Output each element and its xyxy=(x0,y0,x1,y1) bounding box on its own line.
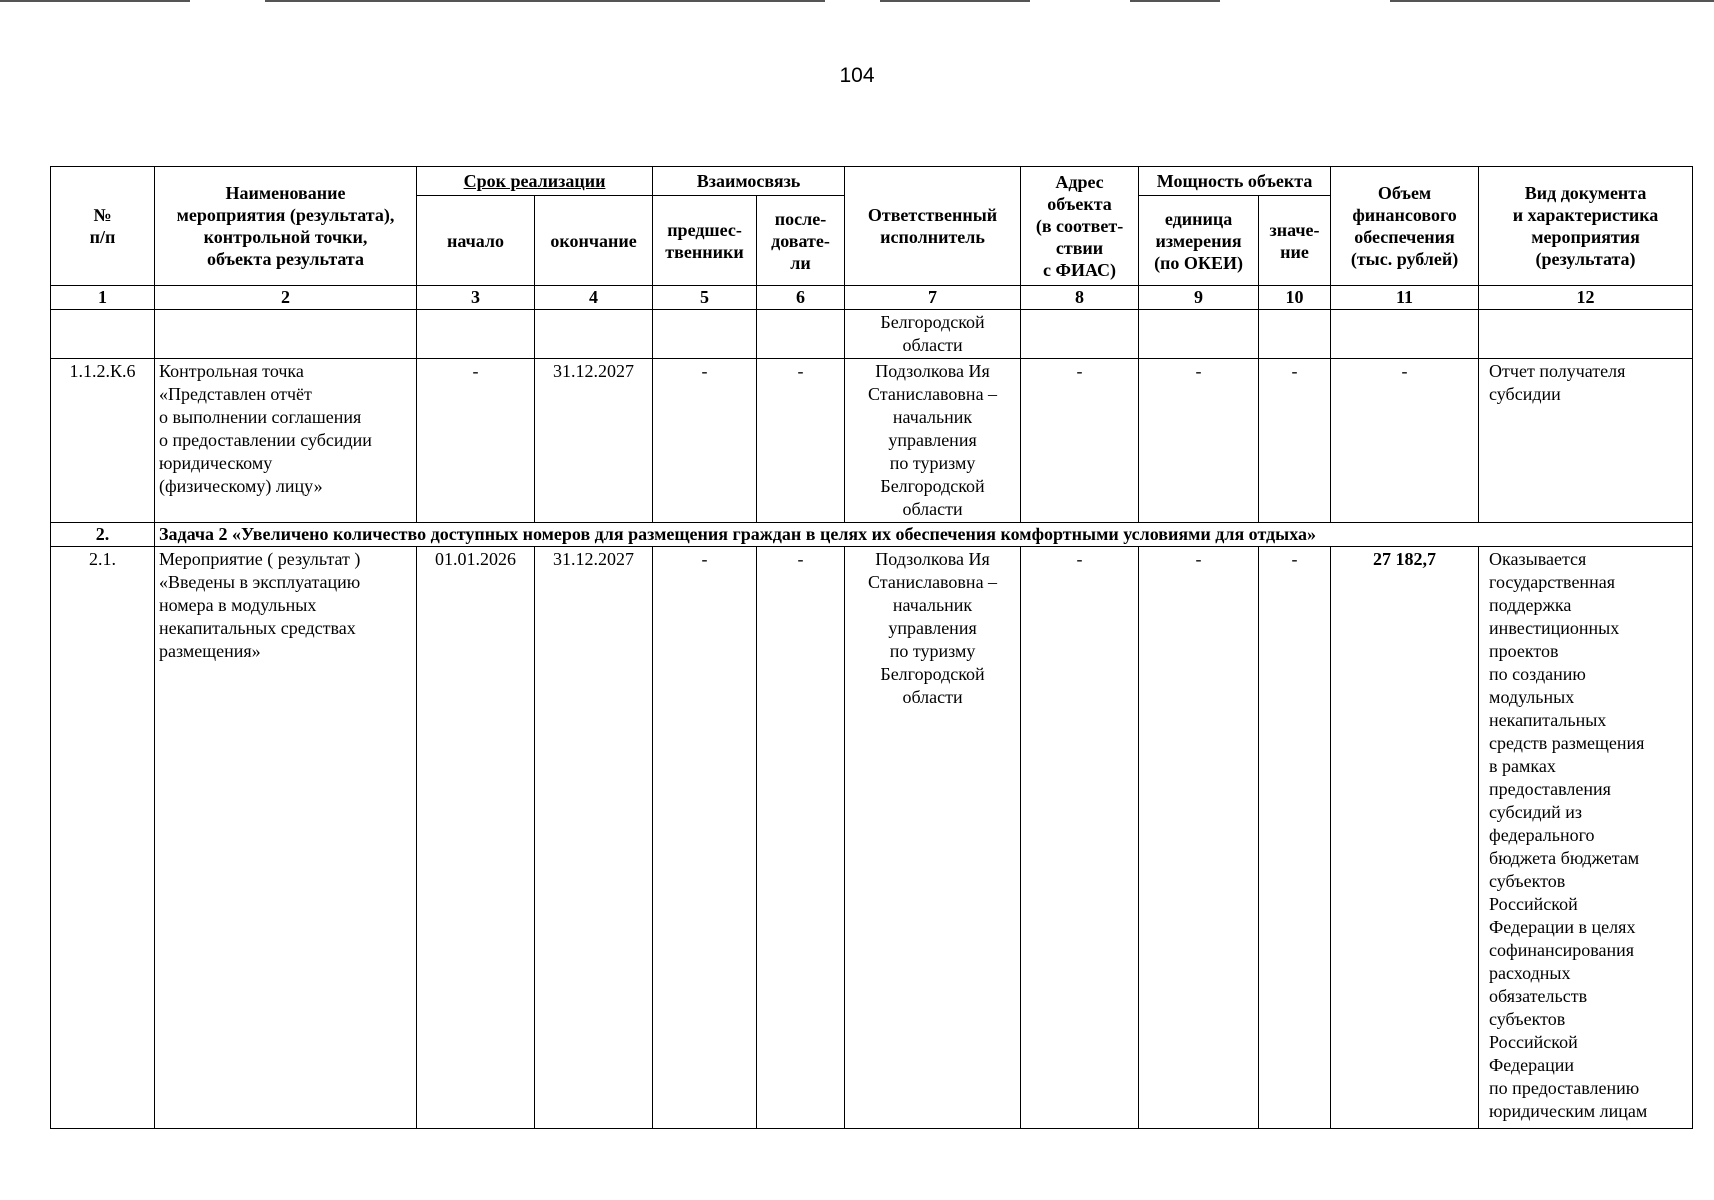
carry-over-row xyxy=(51,310,1693,359)
header-finance: Объем финансового обеспечения (тыс. рублей) xyxy=(1331,167,1479,286)
carry-executor: Белгородской области xyxy=(845,310,1021,359)
header-term-end: окончание xyxy=(535,196,653,286)
task-title: Задача 2 «Увеличено количество доступных номеров для размещения граждан в целях их обеспечения комфортными условиями для отдыха» xyxy=(155,523,1693,547)
row-executor: Подзолкова Ия Станиславовна – начальник управления по туризму Белгородской области xyxy=(845,547,1021,1129)
row-finance: - xyxy=(1331,359,1479,523)
row-name: Контрольная точка «Представлен отчёт о выполнении соглашения о предоставлении субсидии юридическому (физическому) лицу» xyxy=(155,359,417,523)
row-num: 1.1.2.К.6 xyxy=(51,359,155,523)
task-num: 2. xyxy=(51,523,155,547)
row-finance: 27 182,7 xyxy=(1331,547,1479,1129)
header-num: № п/п xyxy=(51,167,155,286)
header-link-prev: предшес- твенники xyxy=(653,196,757,286)
row-doc: Оказывается государственная поддержка инвестиционных проектов по созданию модульных некапитальных средств размещения в рамках предоставления субсидий из федерального бюджета бюджетам субъектов Российской Федерации в целях софинансирования расходных обязательств субъектов Российской Федерации по предоставлению юридическим лицам xyxy=(1479,547,1693,1129)
header-executor: Ответственный исполнитель xyxy=(845,167,1021,286)
header-unit: единица измерения (по ОКЕИ) xyxy=(1139,196,1259,286)
col-number: 12 xyxy=(1479,286,1693,310)
header-name: Наименование мероприятия (результата), контрольной точки, объекта результата xyxy=(155,167,417,286)
header-capacity-group: Мощность объекта xyxy=(1139,167,1331,196)
scan-edge-line xyxy=(880,0,1030,2)
row-value: - xyxy=(1259,359,1331,523)
row-doc: Отчет получателя субсидии xyxy=(1479,359,1693,523)
header-term-start: начало xyxy=(417,196,535,286)
header-value: значе- ние xyxy=(1259,196,1331,286)
row-name: Мероприятие ( результат ) «Введены в эксплуатацию номера в модульных некапитальных средствах размещения» xyxy=(155,547,417,1129)
header-link-group: Взаимосвязь xyxy=(653,167,845,196)
col-number: 6 xyxy=(757,286,845,310)
row-executor: Подзолкова Ия Станиславовна – начальник управления по туризму Белгородской области xyxy=(845,359,1021,523)
col-number: 4 xyxy=(535,286,653,310)
row-prev: - xyxy=(653,547,757,1129)
row-end: 31.12.2027 xyxy=(535,359,653,523)
row-start: - xyxy=(417,359,535,523)
row-start: 01.01.2026 xyxy=(417,547,535,1129)
row-unit: - xyxy=(1139,359,1259,523)
task-row xyxy=(51,523,1693,547)
table-row xyxy=(51,547,1693,1129)
row-address: - xyxy=(1021,359,1139,523)
scan-edge-line xyxy=(1130,0,1220,2)
col-number: 7 xyxy=(845,286,1021,310)
row-prev: - xyxy=(653,359,757,523)
row-address: - xyxy=(1021,547,1139,1129)
plan-table xyxy=(50,166,1693,1129)
header-link-next: после- довате- ли xyxy=(757,196,845,286)
header-term-group: Срок реализации xyxy=(417,167,653,196)
row-num: 2.1. xyxy=(51,547,155,1129)
col-number: 1 xyxy=(51,286,155,310)
row-value: - xyxy=(1259,547,1331,1129)
col-number: 11 xyxy=(1331,286,1479,310)
row-next: - xyxy=(757,359,845,523)
scan-edge-line xyxy=(265,0,825,2)
col-number: 2 xyxy=(155,286,417,310)
table-row xyxy=(51,359,1693,523)
col-number: 9 xyxy=(1139,286,1259,310)
scan-edge-line xyxy=(0,0,190,2)
row-next: - xyxy=(757,547,845,1129)
row-unit: - xyxy=(1139,547,1259,1129)
row-end: 31.12.2027 xyxy=(535,547,653,1129)
page-number: 104 xyxy=(839,64,875,87)
col-number: 10 xyxy=(1259,286,1331,310)
scan-edge-line xyxy=(1390,0,1714,2)
header-address: Адрес объекта (в соответ- ствии с ФИАС) xyxy=(1021,167,1139,286)
header-doc-type: Вид документа и характеристика мероприятия (результата) xyxy=(1479,167,1693,286)
col-number: 3 xyxy=(417,286,535,310)
col-number: 5 xyxy=(653,286,757,310)
col-number: 8 xyxy=(1021,286,1139,310)
